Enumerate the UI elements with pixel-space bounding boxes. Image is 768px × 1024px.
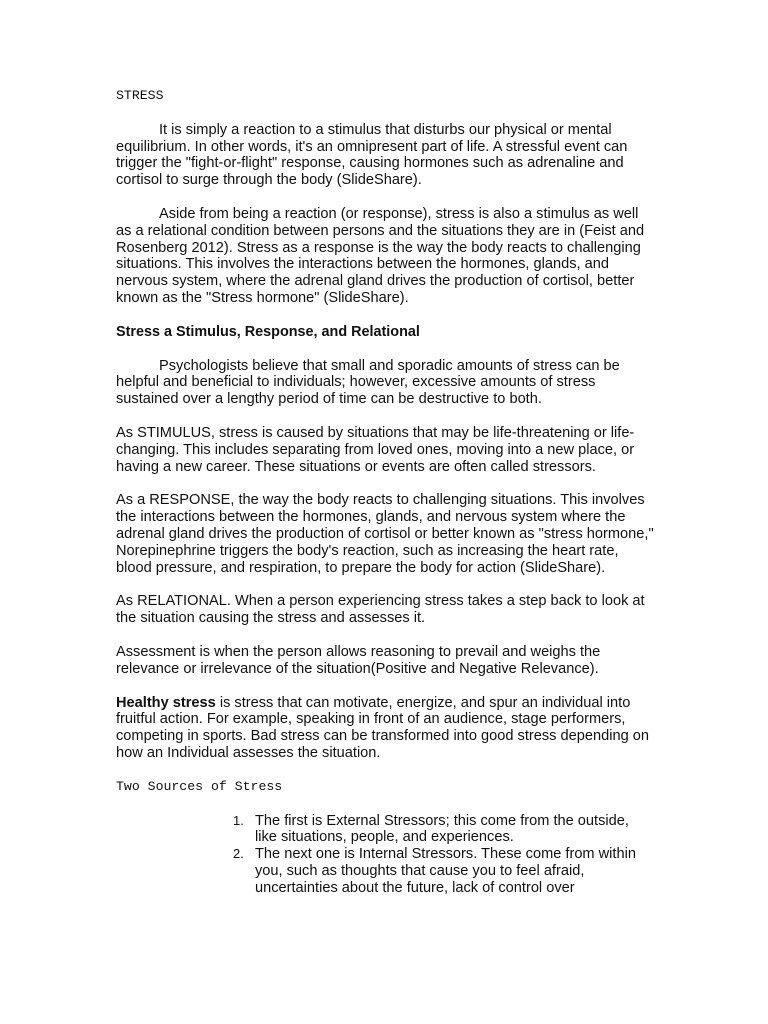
sources-list: [233, 813, 653, 897]
section-heading-stimulus-response-relational: Stress a Stimulus, Response, and Relational: [116, 323, 420, 340]
healthy-stress-definition: is stress that can motivate, energize, and spur an individual into fruitful action. For example, speaking in front of an audience, stage performers, competing in sports. Bad stress can be transformed into good stress depending on how an Individual assesses the situation.: [116, 694, 649, 761]
list-item: [233, 846, 653, 896]
document-body: [116, 88, 656, 896]
section-heading-two-sources: Two Sources of Stress: [116, 778, 283, 794]
list-item: [233, 813, 653, 847]
psychologists-paragraph: Psychologists believe that small and sporadic amounts of stress can be helpful and beneficial to individuals; however, excessive amounts of stress sustained over a lengthy period of time can be destructive to both.: [116, 357, 620, 408]
healthy-stress-paragraph: [116, 695, 656, 762]
list-item-number: 2.: [233, 846, 244, 862]
stimulus-paragraph: As STIMULUS, stress is caused by situations that may be life-threatening or life-changing. This includes separating from loved ones, moving into a new place, or having a new career. These situations or events are often called stressors.: [116, 424, 635, 475]
relational-paragraph: As RELATIONAL. When a person experiencing stress takes a step back to look at the situation causing the stress and assesses it.: [116, 593, 645, 627]
list-item-text: The first is External Stressors; this come from the outside, like situations, people, and experiences.: [255, 812, 629, 846]
page-title: STRESS: [116, 88, 164, 103]
list-item-text: The next one is Internal Stressors. These come from within you, such as thoughts that cause you to feel afraid, uncertainties about the future, lack of control over: [255, 846, 636, 896]
assessment-paragraph: Assessment is when the person allows reasoning to prevail and weighs the relevance or irrelevance of the situation(Positive and Negative Relevance).: [116, 643, 601, 677]
intro-paragraph-1: It is simply a reaction to a stimulus that disturbs our physical or mental equilibrium. In other words, it's an omnipresent part of life. A stressful event can trigger the "fight-or-flight" response, causing hormones such as adrenaline and cortisol to surge through the body (SlideShare).: [116, 121, 628, 189]
list-item-number: 1.: [233, 812, 244, 828]
response-paragraph: As a RESPONSE, the way the body reacts to challenging situations. This involves the interactions between the hormones, glands, and nervous system where the adrenal gland drives the production of cortisol or better known as "stress hormone," Norepinephrine triggers the body's reaction, such as increasing the heart rate, blood pressure, and respiration, to prepare the body for action (SlideShare).: [116, 492, 654, 576]
intro-paragraph-2: Aside from being a reaction (or response), stress is also a stimulus as well as a relational condition between persons and the situations they are in (Feist and Rosenberg 2012). Stress as a response is the way the body reacts to challenging situations. This involves the interactions between the hormones, glands, and nervous system, where the adrenal gland drives the production of cortisol, better known as the "Stress hormone" (SlideShare).: [116, 205, 645, 306]
healthy-stress-term: Healthy stress: [116, 694, 216, 711]
